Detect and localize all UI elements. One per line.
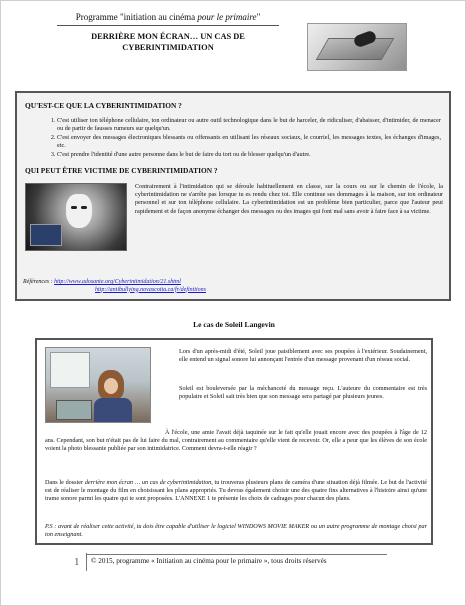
masked-person-photo bbox=[25, 183, 127, 251]
list-item: 1. C'est utiliser ton téléphone cellulaire, ton ordinateur ou autre outil technologique dans le but de harceler, de ridiculiser, d'abaisser, d'intimider, de menacer ou de partir de fausses rumeurs sur quelqu'un. bbox=[57, 117, 441, 134]
definition-heading: QU'EST-CE QUE LA CYBERINTIMIDATION ? bbox=[25, 101, 182, 110]
mask-eye bbox=[81, 206, 87, 209]
case-paragraph-ps: P.S : avant de réaliser cette activité, tu dois être capable d'utiliser le logiciel WINDOWS MOVIE MAKER ou un autre programme de montage choisi par ton enseignant. bbox=[45, 523, 427, 539]
body-shape bbox=[94, 398, 132, 423]
document-title bbox=[53, 31, 283, 53]
victim-heading: QUI PEUT ÊTRE VICTIME DE CYBERINTIMIDATION ? bbox=[25, 166, 218, 176]
program-name-italic: pour le primaire bbox=[197, 12, 257, 22]
footer-rule bbox=[87, 554, 387, 555]
laptop-shape bbox=[56, 400, 92, 420]
victim-row bbox=[25, 183, 441, 273]
footer-copyright: © 2015, programme « Initiation au cinéma pour le primaire », tous droits réservés bbox=[91, 557, 327, 565]
footer-divider bbox=[86, 553, 87, 571]
victim-paragraph: Contrairement à l'intimidation qui se déroule habituellement en classe, sur la cours ou sur le chemin de l'école, la cyberintimidation ne s'arrête pas lorsque tu es rendu chez toi. Elle continue ses dommages à la maison, sur ton ordinateur personnel et sur ton téléphone cellulaire. La cyberintimidation est un problème bien particulier, parce que l'auteur peut rapidement et de façon anonyme échanger des messages ou des images qui font mal sans avoir à faire face à sa victime. bbox=[135, 183, 443, 215]
reference-link-1[interactable]: http://www.adosante.org/Cyberintimidation/21.shtml bbox=[54, 279, 181, 285]
definition-list bbox=[57, 117, 441, 159]
case-box bbox=[35, 338, 433, 545]
case-paragraph-4-suffix: , tu trouveras plusieurs plans de caméra d'une situation déjà filmée. Le but de l'activité est de réaliser le montage du film en choisissant les plans appropriés. Tu devras également choisir une des quatre fins alternatives à l'histoire ainsi qu'une trame sonore parmi les quatre qui te sont proposées. L'ANNEXE 1 te présente les choix de cadrages pour chacun des plans. bbox=[45, 479, 427, 503]
page-number: 1 bbox=[74, 556, 80, 568]
program-name-suffix: " bbox=[256, 12, 261, 22]
case-paragraph-1: Lors d'un après-midi d'été, Soleil joue paisiblement avec ses poupées à l'extérieur. Soudainement, elle entend un signal sonore lui annonçant l'entrée d'un message provenant d'un réseau social. bbox=[179, 348, 427, 364]
case-paragraph-4-prefix: Dans le dossier bbox=[45, 479, 85, 486]
list-item: 3. C'est prendre l'identité d'une autre personne dans le but de faire du tort ou de blesser quelqu'un d'autre. bbox=[57, 151, 441, 159]
program-name-text: Programme "initiation au cinéma bbox=[75, 12, 198, 22]
girl-photo bbox=[45, 347, 151, 423]
title-line-1: DERRIÈRE MON ÉCRAN… UN CAS DE bbox=[91, 32, 245, 41]
document-header bbox=[53, 11, 283, 71]
references-label: Références : bbox=[23, 279, 53, 285]
case-paragraph-3: À l'école, une amie l'avait déjà taquinée sur le fait qu'elle jouait encore avec des poupées à l'âge de 12 ans. Cependant, son but n'était pas de lui faire du mal, contrairement au commentaire qu'elle vient de recevoir. Or, elle a peur que les élèves de son école voient la photo blessante publiée par son intimidatrice. Comment devra-t-elle réagir ? bbox=[45, 429, 427, 453]
definition-box bbox=[15, 91, 451, 301]
reference-link-2[interactable]: http://antibullying.novascotia.ca/fr/definitions bbox=[95, 286, 206, 293]
laptop-photo bbox=[307, 23, 407, 71]
list-item: 2. C'est envoyer des messages électroniques blessants ou offensants en utilisant les réseaux sociaux, le courriel, les messages textes, les échanges d'images, etc. bbox=[57, 134, 441, 151]
window-shape bbox=[50, 352, 90, 388]
references bbox=[23, 279, 206, 294]
program-name bbox=[53, 12, 283, 22]
mask-shape bbox=[66, 194, 92, 228]
face-shape bbox=[104, 378, 118, 394]
header-rule bbox=[57, 25, 279, 26]
case-title: Le cas de Soleil Langevin bbox=[193, 320, 275, 329]
case-paragraph-4-italic: derrière mon écran … un cas de cyberintimidation bbox=[84, 479, 212, 486]
screen-shape bbox=[30, 224, 62, 246]
case-paragraph-2: Soleil est bouleversée par la méchanceté du message reçu. L'auteure du commentaire est très populaire et Soleil sait très bien que son message sera partagé par plusieurs jeunes. bbox=[179, 385, 427, 401]
mask-eye bbox=[71, 206, 77, 209]
case-paragraph-4 bbox=[45, 479, 427, 503]
title-line-2: CYBERINTIMIDATION bbox=[122, 43, 214, 52]
